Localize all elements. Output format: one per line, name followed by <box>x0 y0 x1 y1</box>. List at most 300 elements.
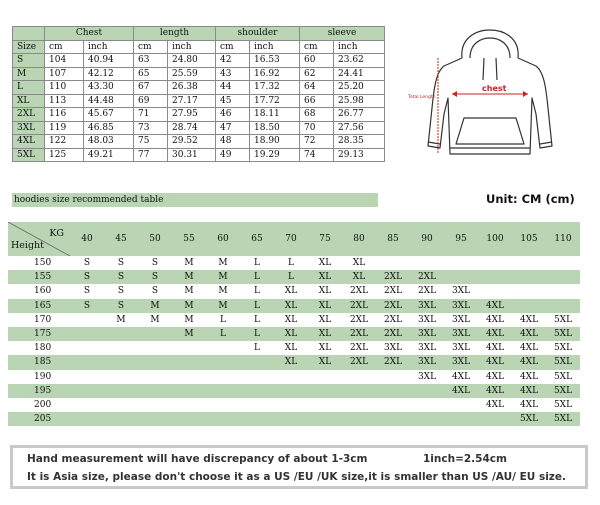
size-recommendation-cell: XL <box>274 284 308 298</box>
size-recommendation-cell: S <box>70 299 104 313</box>
measure-cell: 48.03 <box>84 135 134 149</box>
group-chest: Chest <box>45 27 134 41</box>
size-recommendation-cell <box>172 370 206 384</box>
measure-cell: 25.98 <box>334 94 385 108</box>
measure-cell: 18.90 <box>250 135 300 149</box>
size-recommendation-cell: 2XL <box>342 341 376 355</box>
size-recommendation-cell <box>274 384 308 398</box>
size-recommendation-cell: 2XL <box>376 355 410 369</box>
measure-cell: 46.85 <box>84 121 134 135</box>
size-recommendation-cell <box>410 256 444 270</box>
size-recommendation-cell <box>512 256 546 270</box>
size-recommendation-cell: 5XL <box>546 355 580 369</box>
size-recommendation-cell: 3XL <box>444 327 478 341</box>
measure-cell: 17.72 <box>250 94 300 108</box>
measure-cell: 43.30 <box>84 81 134 95</box>
size-recommendation-cell <box>206 341 240 355</box>
measure-cell: 29.52 <box>168 135 216 149</box>
size-recommendation-cell: 4XL <box>512 355 546 369</box>
size-recommendation-cell: 5XL <box>546 384 580 398</box>
size-recommendation-cell <box>138 384 172 398</box>
size-recommendation-cell <box>70 384 104 398</box>
measure-cell: 74 <box>300 148 334 162</box>
size-recommendation-cell: L <box>206 327 240 341</box>
weight-header-cell: 110 <box>546 222 580 256</box>
size-recommendation-cell: M <box>206 270 240 284</box>
recommended-table-banner: hoodies size recommended table <box>12 193 378 207</box>
measure-cell: 75 <box>134 135 168 149</box>
size-recommendation-cell: L <box>240 299 274 313</box>
size-row <box>13 94 385 108</box>
size-recommendation-cell <box>512 270 546 284</box>
weight-header-cell: 45 <box>104 222 138 256</box>
hoodie-diagram <box>400 28 580 168</box>
size-recommendation-cell <box>444 412 478 426</box>
size-cell: XL <box>13 94 45 108</box>
size-recommendation-cell: 5XL <box>512 412 546 426</box>
size-recommendation-cell: 2XL <box>376 270 410 284</box>
height-cell: 150 <box>8 256 70 270</box>
size-recommendation-cell: 4XL <box>444 384 478 398</box>
height-row <box>8 284 580 298</box>
weight-header-cell: 80 <box>342 222 376 256</box>
size-recommendation-cell: M <box>172 299 206 313</box>
size-recommendation-cell: 3XL <box>444 355 478 369</box>
size-recommendation-cell: S <box>104 284 138 298</box>
size-recommendation-cell: M <box>104 313 138 327</box>
measure-cell: 107 <box>45 67 84 81</box>
size-recommendation-cell: 4XL <box>512 384 546 398</box>
size-recommendation-cell <box>172 412 206 426</box>
size-recommendation-cell: 2XL <box>342 284 376 298</box>
size-recommendation-cell: XL <box>342 270 376 284</box>
hood-inner <box>470 38 510 58</box>
measure-cell: 28.35 <box>334 135 385 149</box>
size-recommendation-cell: XL <box>308 327 342 341</box>
height-row <box>8 384 580 398</box>
measure-cell: 116 <box>45 108 84 122</box>
size-recommendation-cell <box>172 398 206 412</box>
size-recommendation-cell: 4XL <box>512 398 546 412</box>
size-row <box>13 121 385 135</box>
group-shoulder: shoulder <box>216 27 300 41</box>
size-recommendation-cell <box>342 384 376 398</box>
size-recommendation-cell: 3XL <box>376 341 410 355</box>
height-row <box>8 412 580 426</box>
size-recommendation-cell: 4XL <box>478 313 512 327</box>
measure-cell: 24.41 <box>334 67 385 81</box>
size-recommendation-cell <box>240 412 274 426</box>
size-recommendation-cell: 4XL <box>478 384 512 398</box>
size-recommendation-cell <box>104 398 138 412</box>
size-recommendation-cell <box>546 270 580 284</box>
size-recommendation-cell <box>308 370 342 384</box>
size-recommendation-cell: S <box>104 256 138 270</box>
size-recommendation-cell <box>478 256 512 270</box>
size-recommendation-cell: S <box>70 270 104 284</box>
size-recommendation-cell <box>308 384 342 398</box>
size-recommendation-cell <box>206 412 240 426</box>
measure-cell: 19.29 <box>250 148 300 162</box>
size-recommendation-cell <box>376 384 410 398</box>
size-recommendation-cell: L <box>240 256 274 270</box>
unit-cell: inch <box>250 40 300 54</box>
size-recommendation-cell <box>104 327 138 341</box>
weight-header-cell: 50 <box>138 222 172 256</box>
size-recommendation-cell: S <box>138 256 172 270</box>
size-recommendation-cell: XL <box>274 313 308 327</box>
size-recommendation-cell <box>512 299 546 313</box>
size-recommendation-cell <box>172 341 206 355</box>
size-recommendation-cell <box>104 355 138 369</box>
height-row <box>8 398 580 412</box>
size-recommendation-cell <box>70 313 104 327</box>
unit-label: Unit: CM (cm) <box>486 192 575 206</box>
size-recommendation-cell <box>410 384 444 398</box>
measure-cell: 119 <box>45 121 84 135</box>
size-recommendation-cell: 2XL <box>376 299 410 313</box>
weight-header-cell: 65 <box>240 222 274 256</box>
pocket <box>456 118 524 144</box>
measure-cell: 72 <box>300 135 334 149</box>
measure-cell: 49.21 <box>84 148 134 162</box>
size-cell: 5XL <box>13 148 45 162</box>
size-recommendation-cell: 4XL <box>444 370 478 384</box>
size-recommendation-cell: 2XL <box>342 299 376 313</box>
measure-cell: 16.53 <box>250 54 300 68</box>
size-recommendation-cell: S <box>138 270 172 284</box>
size-recommendation-cell: XL <box>342 256 376 270</box>
size-recommendation-cell: XL <box>274 355 308 369</box>
size-recommendation-cell: M <box>206 284 240 298</box>
size-recommendation-cell: 5XL <box>546 370 580 384</box>
size-recommendation-cell <box>172 355 206 369</box>
measure-cell: 104 <box>45 54 84 68</box>
unit-cell: cm <box>216 40 250 54</box>
weight-header-cell: 90 <box>410 222 444 256</box>
measure-cell: 26.38 <box>168 81 216 95</box>
size-recommendation-cell: XL <box>274 341 308 355</box>
weight-header-row <box>8 222 580 256</box>
measure-cell: 64 <box>300 81 334 95</box>
total-length-label: Total Length <box>408 95 436 100</box>
size-recommendation-cell: 2XL <box>342 327 376 341</box>
size-recommendation-cell: 4XL <box>478 327 512 341</box>
size-recommendation-cell: 4XL <box>478 355 512 369</box>
weight-header-cell: 60 <box>206 222 240 256</box>
size-recommendation-cell <box>410 412 444 426</box>
measure-cell: 45.67 <box>84 108 134 122</box>
size-recommendation-cell <box>206 370 240 384</box>
size-recommendation-cell <box>546 256 580 270</box>
size-recommendation-cell: 2XL <box>342 313 376 327</box>
measure-cell: 70 <box>300 121 334 135</box>
size-recommendation-cell <box>138 370 172 384</box>
size-recommendation-cell: 4XL <box>512 370 546 384</box>
weight-header-cell: 70 <box>274 222 308 256</box>
size-recommendation-cell: 4XL <box>478 299 512 313</box>
size-row <box>13 135 385 149</box>
size-recommendation-cell <box>546 299 580 313</box>
size-recommendation-cell: M <box>172 284 206 298</box>
unit-cell: cm <box>134 40 168 54</box>
height-row <box>8 327 580 341</box>
size-recommendation-cell <box>172 384 206 398</box>
size-recommendation-cell: 3XL <box>444 341 478 355</box>
size-recommendation-cell <box>274 398 308 412</box>
size-recommendation-cell <box>70 341 104 355</box>
size-row <box>13 148 385 162</box>
measure-cell: 47 <box>216 121 250 135</box>
size-recommendation-cell: XL <box>308 284 342 298</box>
height-cell: 195 <box>8 384 70 398</box>
measure-cell: 40.94 <box>84 54 134 68</box>
chest-label: chest <box>482 84 507 93</box>
size-recommendation-cell <box>512 284 546 298</box>
size-recommendation-cell <box>274 412 308 426</box>
notice-box <box>10 445 588 489</box>
size-cell: L <box>13 81 45 95</box>
size-row <box>13 81 385 95</box>
size-recommendation-cell: 4XL <box>512 341 546 355</box>
size-recommendation-cell <box>376 370 410 384</box>
height-cell: 180 <box>8 341 70 355</box>
unit-cell: inch <box>334 40 385 54</box>
size-chart-corner <box>13 27 45 41</box>
height-cell: 205 <box>8 412 70 426</box>
measure-cell: 17.32 <box>250 81 300 95</box>
size-recommendation-cell <box>104 370 138 384</box>
size-recommendation-cell <box>410 398 444 412</box>
size-recommendation-table <box>8 222 580 426</box>
weight-header-cell: 75 <box>308 222 342 256</box>
size-recommendation-cell: 3XL <box>444 313 478 327</box>
weight-header-cell: 40 <box>70 222 104 256</box>
size-recommendation-cell: 3XL <box>444 299 478 313</box>
measure-cell: 24.80 <box>168 54 216 68</box>
size-label: Size <box>13 40 45 54</box>
height-row <box>8 270 580 284</box>
size-recommendation-cell: 3XL <box>410 370 444 384</box>
size-recommendation-cell <box>444 256 478 270</box>
size-recommendation-cell <box>308 398 342 412</box>
size-recommendation-cell: XL <box>308 299 342 313</box>
size-recommendation-cell <box>138 355 172 369</box>
measure-cell: 77 <box>134 148 168 162</box>
size-recommendation-cell <box>240 398 274 412</box>
weight-header-cell: 55 <box>172 222 206 256</box>
size-recommendation-cell <box>104 412 138 426</box>
unit-cell: cm <box>300 40 334 54</box>
measure-cell: 67 <box>134 81 168 95</box>
group-sleeve: sleeve <box>300 27 385 41</box>
measure-cell: 27.56 <box>334 121 385 135</box>
size-recommendation-cell: XL <box>308 256 342 270</box>
size-recommendation-cell: 2XL <box>410 284 444 298</box>
height-cell: 165 <box>8 299 70 313</box>
measure-cell: 42 <box>216 54 250 68</box>
size-recommendation-cell: 3XL <box>444 284 478 298</box>
size-recommendation-cell <box>70 412 104 426</box>
size-recommendation-cell <box>444 270 478 284</box>
weight-header-cell: 105 <box>512 222 546 256</box>
height-cell: 155 <box>8 270 70 284</box>
size-recommendation-cell: L <box>206 313 240 327</box>
unit-cell: inch <box>168 40 216 54</box>
size-recommendation-cell: M <box>172 327 206 341</box>
size-recommendation-cell: L <box>274 256 308 270</box>
size-recommendation-cell: L <box>240 341 274 355</box>
measure-cell: 26.77 <box>334 108 385 122</box>
measure-cell: 73 <box>134 121 168 135</box>
size-recommendation-cell: S <box>70 284 104 298</box>
weight-header-cell: 100 <box>478 222 512 256</box>
size-recommendation-cell <box>138 398 172 412</box>
measure-cell: 65 <box>134 67 168 81</box>
size-recommendation-cell <box>376 398 410 412</box>
size-recommendation-cell: 4XL <box>478 398 512 412</box>
corner-cell <box>8 222 70 256</box>
size-recommendation-cell: M <box>172 256 206 270</box>
measure-cell: 48 <box>216 135 250 149</box>
measure-cell: 25.59 <box>168 67 216 81</box>
measure-cell: 29.13 <box>334 148 385 162</box>
size-cell: 3XL <box>13 121 45 135</box>
size-recommendation-cell: M <box>138 313 172 327</box>
size-recommendation-cell: 2XL <box>376 313 410 327</box>
size-recommendation-cell <box>478 270 512 284</box>
size-chart-group-row <box>13 27 385 41</box>
size-recommendation-cell: 4XL <box>478 370 512 384</box>
size-recommendation-cell: 2XL <box>376 327 410 341</box>
measure-cell: 44 <box>216 81 250 95</box>
size-recommendation-cell: 4XL <box>512 327 546 341</box>
height-row <box>8 355 580 369</box>
height-row <box>8 256 580 270</box>
size-recommendation-cell: XL <box>308 313 342 327</box>
measure-cell: 16.92 <box>250 67 300 81</box>
measure-cell: 113 <box>45 94 84 108</box>
height-cell: 170 <box>8 313 70 327</box>
size-recommendation-cell <box>70 355 104 369</box>
size-recommendation-cell: 3XL <box>410 299 444 313</box>
size-recommendation-cell <box>274 370 308 384</box>
measure-cell: 18.50 <box>250 121 300 135</box>
size-recommendation-cell: L <box>240 270 274 284</box>
unit-cell: cm <box>45 40 84 54</box>
measure-cell: 122 <box>45 135 84 149</box>
size-recommendation-cell: 2XL <box>376 284 410 298</box>
size-recommendation-cell <box>478 412 512 426</box>
measure-cell: 44.48 <box>84 94 134 108</box>
size-recommendation-cell: L <box>240 327 274 341</box>
size-recommendation-cell: XL <box>308 355 342 369</box>
size-recommendation-cell: L <box>240 284 274 298</box>
size-cell: S <box>13 54 45 68</box>
size-chart-table <box>12 26 385 162</box>
size-recommendation-cell: 2XL <box>410 270 444 284</box>
measure-cell: 25.20 <box>334 81 385 95</box>
size-recommendation-cell <box>104 384 138 398</box>
height-cell: 175 <box>8 327 70 341</box>
size-recommendation-cell <box>342 398 376 412</box>
measure-cell: 66 <box>300 94 334 108</box>
size-recommendation-cell: XL <box>308 270 342 284</box>
kg-label: KG <box>49 228 64 239</box>
size-recommendation-cell: 3XL <box>410 313 444 327</box>
measure-cell: 69 <box>134 94 168 108</box>
measure-cell: 23.62 <box>334 54 385 68</box>
measure-cell: 45 <box>216 94 250 108</box>
size-recommendation-cell: 4XL <box>512 313 546 327</box>
weight-header-cell: 95 <box>444 222 478 256</box>
size-row <box>13 67 385 81</box>
size-recommendation-cell <box>240 370 274 384</box>
measure-cell: 62 <box>300 67 334 81</box>
size-recommendation-cell: L <box>274 270 308 284</box>
group-length: length <box>134 27 216 41</box>
height-row <box>8 313 580 327</box>
size-recommendation-cell: 5XL <box>546 412 580 426</box>
size-recommendation-cell <box>138 341 172 355</box>
measure-cell: 27.95 <box>168 108 216 122</box>
height-cell: 185 <box>8 355 70 369</box>
size-recommendation-cell: XL <box>274 299 308 313</box>
size-recommendation-cell: S <box>138 284 172 298</box>
size-recommendation-cell <box>240 355 274 369</box>
measure-cell: 110 <box>45 81 84 95</box>
measure-cell: 46 <box>216 108 250 122</box>
size-recommendation-cell: 3XL <box>410 341 444 355</box>
size-recommendation-cell <box>206 398 240 412</box>
height-row <box>8 299 580 313</box>
size-cell: M <box>13 67 45 81</box>
measure-cell: 28.74 <box>168 121 216 135</box>
size-recommendation-cell: 3XL <box>410 327 444 341</box>
measure-cell: 30.31 <box>168 148 216 162</box>
size-recommendation-cell <box>444 398 478 412</box>
measurement-note: Hand measurement will have discrepancy of about 1-3cm <box>27 453 368 465</box>
size-recommendation-cell <box>240 384 274 398</box>
inch-conversion: 1inch=2.54cm <box>423 453 507 465</box>
size-recommendation-cell <box>342 412 376 426</box>
measure-cell: 27.17 <box>168 94 216 108</box>
size-recommendation-cell: 5XL <box>546 313 580 327</box>
size-recommendation-cell: M <box>138 299 172 313</box>
size-recommendation-cell: M <box>206 256 240 270</box>
measure-cell: 125 <box>45 148 84 162</box>
size-recommendation-cell: 4XL <box>478 341 512 355</box>
size-recommendation-cell: L <box>240 313 274 327</box>
weight-header-cell: 85 <box>376 222 410 256</box>
size-recommendation-cell <box>376 256 410 270</box>
size-recommendation-cell: S <box>70 256 104 270</box>
asia-size-note: It is Asia size, please don't choose it as a US /EU /UK size,it is smaller than US /AU/ EU size. <box>27 471 567 483</box>
height-cell: 190 <box>8 370 70 384</box>
measure-cell: 43 <box>216 67 250 81</box>
size-recommendation-cell: 5XL <box>546 398 580 412</box>
size-recommendation-cell <box>206 384 240 398</box>
size-recommendation-cell <box>376 412 410 426</box>
measure-cell: 68 <box>300 108 334 122</box>
measure-cell: 49 <box>216 148 250 162</box>
measure-cell: 42.12 <box>84 67 134 81</box>
size-recommendation-cell <box>138 327 172 341</box>
measure-cell: 63 <box>134 54 168 68</box>
height-row <box>8 370 580 384</box>
unit-cell: inch <box>84 40 134 54</box>
size-recommendation-cell: S <box>104 299 138 313</box>
